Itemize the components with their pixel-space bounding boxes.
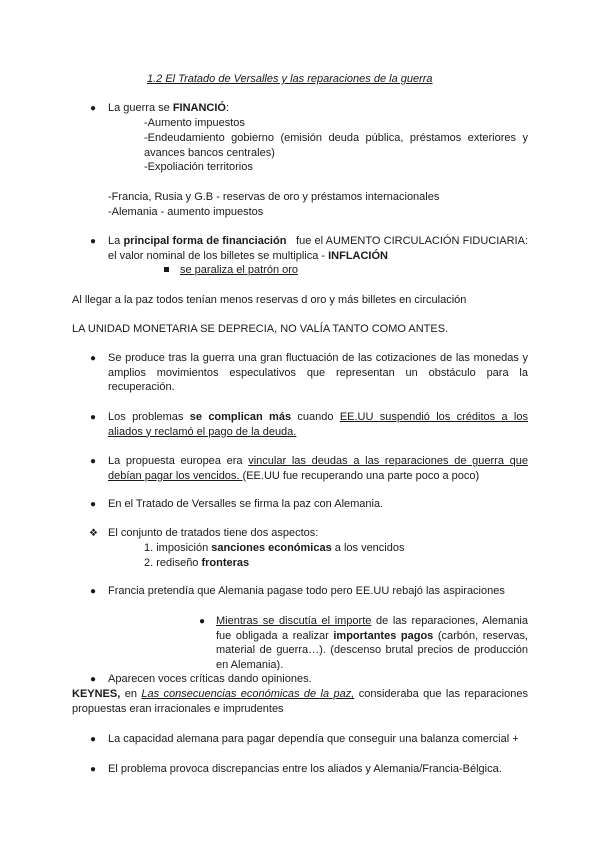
sub-item-gold-standard: se paraliza el patrón oro [180, 264, 299, 276]
bullet-icon: ● [90, 103, 97, 114]
bullet-icon: ● [90, 456, 97, 467]
plain-line: -Alemania - aumento impuestos [108, 206, 264, 218]
list-item: Aparecen voces críticas dando opiniones. [108, 673, 312, 685]
bullet-icon: ● [90, 764, 97, 775]
diamond-bullet-icon: ❖ [89, 528, 98, 539]
bullet-icon: ● [90, 412, 97, 423]
bullet-icon: ● [199, 616, 206, 627]
square-bullet-icon [164, 267, 169, 272]
bullet-icon: ● [90, 353, 97, 364]
plain-line: -Francia, Rusia y G.B - reservas de oro y préstamos internacionales [108, 191, 440, 203]
sub-item: 1. imposición sanciones económicas a los vencidos [144, 542, 405, 554]
bullet-icon: ● [90, 734, 97, 745]
list-item: La propuesta europea era vincular las deudas a las reparaciones de guerra que debían pagar los vencidos. (EE.UU fue recuperando una parte poco a poco) [108, 455, 528, 482]
list-item: El conjunto de tratados tiene dos aspectos: [108, 527, 319, 539]
keynes-paragraph: KEYNES, en Las consecuencias económicas de la paz, consideraba que las reparaciones propuestas eran irracionales e imprudentes [72, 688, 528, 715]
sub-item: -Expoliación territorios [144, 161, 253, 173]
sub-item: -Endeudamiento gobierno (emisión deuda pública, préstamos exteriores y avances bancos centrales) [144, 132, 528, 159]
bullet-icon: ● [90, 674, 97, 685]
bullet-icon: ● [90, 499, 97, 510]
list-item: En el Tratado de Versalles se firma la paz con Alemania. [108, 498, 384, 510]
financing-form-item: La principal forma de financiación fue el AUMENTO CIRCULACIÓN FIDUCIARIA: el valor nominal de los billetes se multiplica - INFLACIÓN [108, 235, 529, 262]
list-item: Se produce tras la guerra una gran fluctuación de las cotizaciones de las monedas y amplios movimientos especulativos que representan un obstáculo para la recuperación. [108, 352, 528, 393]
bullet-icon: ● [90, 236, 97, 247]
bullet-icon: ● [90, 586, 97, 597]
financing-heading: La guerra se FINANCIÓ: [108, 102, 230, 114]
list-item: Francia pretendía que Alemania pagase todo pero EE.UU rebajó las aspiraciones [108, 585, 505, 597]
paragraph: Al llegar a la paz todos tenían menos reservas d oro y más billetes en circulación [72, 294, 467, 306]
list-item: Mientras se discutía el importe de las reparaciones, Alemania fue obligada a realizar importantes pagos (carbón, reservas, material de guerra…). (descenso brutal precios de producción en Alemania). [216, 615, 529, 671]
sub-item: -Aumento impuestos [144, 117, 245, 129]
list-item: La capacidad alemana para pagar dependía que conseguir una balanza comercial + [108, 733, 519, 745]
sub-item: 2. rediseño fronteras [144, 557, 250, 569]
list-item: El problema provoca discrepancias entre los aliados y Alemania/Francia-Bélgica. [108, 763, 502, 775]
paragraph-caps: LA UNIDAD MONETARIA SE DEPRECIA, NO VALÍA TANTO COMO ANTES. [72, 323, 449, 335]
list-item: Los problemas se complican más cuando EE.UU suspendió los créditos a los aliados y reclamó el pago de la deuda. [108, 411, 528, 438]
page-title: 1.2 El Tratado de Versalles y las reparaciones de la guerra [147, 73, 433, 85]
